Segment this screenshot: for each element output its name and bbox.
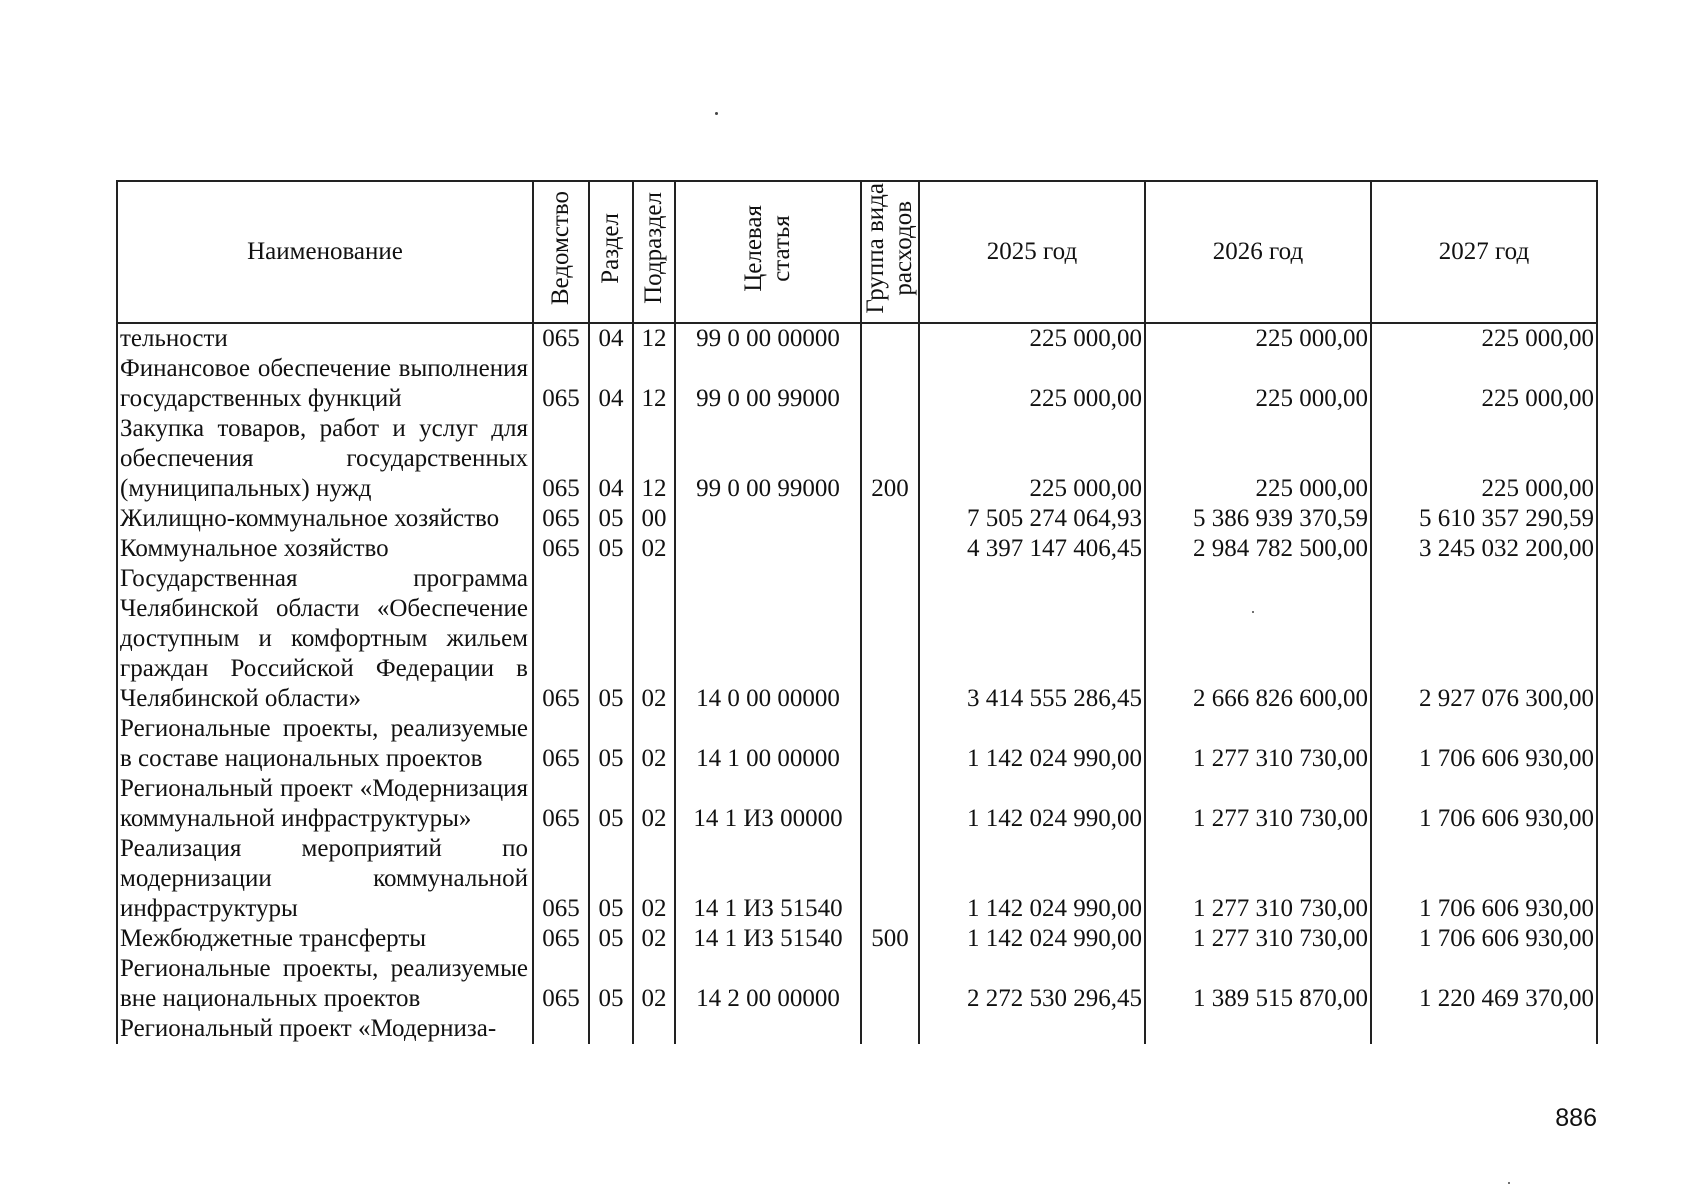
table-row	[117, 354, 1597, 414]
cell-razdel: 04	[589, 323, 633, 354]
cell-name: Межбюджетные трансферты	[117, 924, 533, 954]
cell-razdel: 05	[589, 834, 633, 924]
cell-amount-2027: 1 220 469 370,00	[1371, 954, 1597, 1014]
header-podrazdel: Подраздел	[633, 181, 675, 323]
cell-podrazdel: 02	[633, 834, 675, 924]
cell-vedomstvo: 065	[533, 354, 589, 414]
cell-amount-2026: 1 277 310 730,00	[1145, 924, 1371, 954]
cell-celevaya-statya: 14 2 00 00000	[675, 954, 861, 1014]
cell-gruppa-vida	[861, 1014, 919, 1044]
cell-vedomstvo: 065	[533, 504, 589, 534]
cell-gruppa-vida	[861, 564, 919, 714]
cell-podrazdel: 12	[633, 323, 675, 354]
cell-celevaya-statya	[675, 1014, 861, 1044]
page-number: 886	[1555, 1104, 1597, 1132]
cell-razdel: 05	[589, 774, 633, 834]
cell-amount-2025	[919, 1014, 1145, 1044]
table-row	[117, 564, 1597, 714]
cell-razdel: 05	[589, 924, 633, 954]
cell-razdel: 04	[589, 354, 633, 414]
cell-razdel: 05	[589, 714, 633, 774]
cell-amount-2026: 1 277 310 730,00	[1145, 774, 1371, 834]
header-gruppa-vida: Группа вида расходов	[861, 181, 919, 323]
cell-podrazdel: 02	[633, 774, 675, 834]
cell-vedomstvo: 065	[533, 954, 589, 1014]
cell-vedomstvo: 065	[533, 414, 589, 504]
cell-name: Закупка товаров, работ и услуг для обеспечения государственных (муниципальных) нужд	[117, 414, 533, 504]
cell-amount-2027	[1371, 1014, 1597, 1044]
cell-celevaya-statya: 14 1 00 00000	[675, 714, 861, 774]
cell-amount-2025: 225 000,00	[919, 354, 1145, 414]
table-body	[117, 323, 1597, 1044]
cell-vedomstvo: 065	[533, 714, 589, 774]
header-razdel: Раздел	[589, 181, 633, 323]
cell-celevaya-statya: 14 1 ИЗ 51540	[675, 924, 861, 954]
header-year-2026: 2026 год	[1145, 181, 1371, 323]
cell-amount-2026: 2 666 826 600,00	[1145, 564, 1371, 714]
cell-name: тельности	[117, 323, 533, 354]
cell-gruppa-vida: 200	[861, 414, 919, 504]
cell-gruppa-vida	[861, 354, 919, 414]
cell-amount-2025: 2 272 530 296,45	[919, 954, 1145, 1014]
table-row	[117, 534, 1597, 564]
cell-amount-2025: 225 000,00	[919, 323, 1145, 354]
cell-amount-2026: 1 389 515 870,00	[1145, 954, 1371, 1014]
cell-gruppa-vida	[861, 774, 919, 834]
cell-name: Жилищно-коммунальное хозяйство	[117, 504, 533, 534]
cell-celevaya-statya: 99 0 00 99000	[675, 414, 861, 504]
cell-amount-2025: 7 505 274 064,93	[919, 504, 1145, 534]
cell-amount-2027: 1 706 606 930,00	[1371, 834, 1597, 924]
cell-razdel	[589, 1014, 633, 1044]
cell-gruppa-vida	[861, 323, 919, 354]
cell-amount-2025: 1 142 024 990,00	[919, 774, 1145, 834]
cell-amount-2027: 5 610 357 290,59	[1371, 504, 1597, 534]
cell-gruppa-vida	[861, 834, 919, 924]
table-row	[117, 714, 1597, 774]
cell-vedomstvo: 065	[533, 564, 589, 714]
cell-vedomstvo: 065	[533, 834, 589, 924]
cell-amount-2025: 1 142 024 990,00	[919, 924, 1145, 954]
cell-podrazdel: 12	[633, 414, 675, 504]
cell-vedomstvo	[533, 1014, 589, 1044]
cell-celevaya-statya: 14 1 ИЗ 51540	[675, 834, 861, 924]
cell-amount-2026: 225 000,00	[1145, 414, 1371, 504]
cell-name: Реализация мероприятий по модернизации коммунальной инфраструктуры	[117, 834, 533, 924]
cell-razdel: 05	[589, 534, 633, 564]
cell-name: Региональные проекты, реализуемые вне национальных проектов	[117, 954, 533, 1014]
cell-amount-2026: 1 277 310 730,00	[1145, 714, 1371, 774]
cell-celevaya-statya	[675, 534, 861, 564]
cell-podrazdel: 00	[633, 504, 675, 534]
table-header	[117, 181, 1597, 323]
cell-gruppa-vida	[861, 714, 919, 774]
cell-vedomstvo: 065	[533, 534, 589, 564]
cell-amount-2025: 1 142 024 990,00	[919, 714, 1145, 774]
cell-celevaya-statya	[675, 504, 861, 534]
table-row	[117, 1014, 1597, 1044]
cell-vedomstvo: 065	[533, 774, 589, 834]
cell-amount-2025: 225 000,00	[919, 414, 1145, 504]
cell-podrazdel: 02	[633, 564, 675, 714]
cell-podrazdel: 02	[633, 714, 675, 774]
cell-amount-2026: 225 000,00	[1145, 323, 1371, 354]
cell-podrazdel	[633, 1014, 675, 1044]
cell-name: Государственная программа Челябинской области «Обеспечение доступным и комфортным жильем граждан Российской Федерации в Челябинской области»	[117, 564, 533, 714]
cell-podrazdel: 12	[633, 354, 675, 414]
cell-amount-2027: 2 927 076 300,00	[1371, 564, 1597, 714]
table-row	[117, 774, 1597, 834]
cell-celevaya-statya: 99 0 00 00000	[675, 323, 861, 354]
cell-gruppa-vida: 500	[861, 924, 919, 954]
table-row	[117, 834, 1597, 924]
cell-gruppa-vida	[861, 954, 919, 1014]
cell-amount-2027: 225 000,00	[1371, 354, 1597, 414]
header-celevaya-statya: Целевая статья	[675, 181, 861, 323]
budget-table	[116, 180, 1598, 1044]
cell-vedomstvo: 065	[533, 323, 589, 354]
header-vedomstvo: Ведомство	[533, 181, 589, 323]
table-row	[117, 954, 1597, 1014]
table-row	[117, 323, 1597, 354]
cell-amount-2027: 1 706 606 930,00	[1371, 924, 1597, 954]
cell-amount-2025: 1 142 024 990,00	[919, 834, 1145, 924]
table-row	[117, 504, 1597, 534]
cell-podrazdel: 02	[633, 534, 675, 564]
cell-razdel: 05	[589, 504, 633, 534]
cell-name: Финансовое обеспечение выполнения государственных функций	[117, 354, 533, 414]
cell-amount-2026: 5 386 939 370,59	[1145, 504, 1371, 534]
cell-name: Коммунальное хозяйство	[117, 534, 533, 564]
cell-razdel: 05	[589, 954, 633, 1014]
cell-amount-2026: 2 984 782 500,00	[1145, 534, 1371, 564]
cell-celevaya-statya: 14 1 ИЗ 00000	[675, 774, 861, 834]
cell-gruppa-vida	[861, 504, 919, 534]
cell-gruppa-vida	[861, 534, 919, 564]
table-row	[117, 414, 1597, 504]
cell-amount-2027: 225 000,00	[1371, 323, 1597, 354]
cell-amount-2027: 225 000,00	[1371, 414, 1597, 504]
cell-amount-2025: 4 397 147 406,45	[919, 534, 1145, 564]
cell-amount-2027: 1 706 606 930,00	[1371, 714, 1597, 774]
cell-podrazdel: 02	[633, 924, 675, 954]
header-name: Наименование	[117, 181, 533, 323]
cell-razdel: 04	[589, 414, 633, 504]
cell-name: Региональные проекты, реализуемые в составе национальных проектов	[117, 714, 533, 774]
cell-vedomstvo: 065	[533, 924, 589, 954]
cell-amount-2026: 1 277 310 730,00	[1145, 834, 1371, 924]
header-year-2025: 2025 год	[919, 181, 1145, 323]
header-year-2027: 2027 год	[1371, 181, 1597, 323]
cell-amount-2027: 1 706 606 930,00	[1371, 774, 1597, 834]
cell-celevaya-statya: 99 0 00 99000	[675, 354, 861, 414]
cell-razdel: 05	[589, 564, 633, 714]
table-row	[117, 924, 1597, 954]
scan-speck	[1508, 1182, 1510, 1184]
cell-name: Региональный проект «Модерниза-	[117, 1014, 533, 1044]
cell-podrazdel: 02	[633, 954, 675, 1014]
cell-celevaya-statya: 14 0 00 00000	[675, 564, 861, 714]
scan-speck	[715, 112, 718, 115]
cell-amount-2025: 3 414 555 286,45	[919, 564, 1145, 714]
cell-amount-2026: 225 000,00	[1145, 354, 1371, 414]
cell-amount-2027: 3 245 032 200,00	[1371, 534, 1597, 564]
cell-name: Региональный проект «Модернизация коммунальной инфраструктуры»	[117, 774, 533, 834]
cell-amount-2026	[1145, 1014, 1371, 1044]
